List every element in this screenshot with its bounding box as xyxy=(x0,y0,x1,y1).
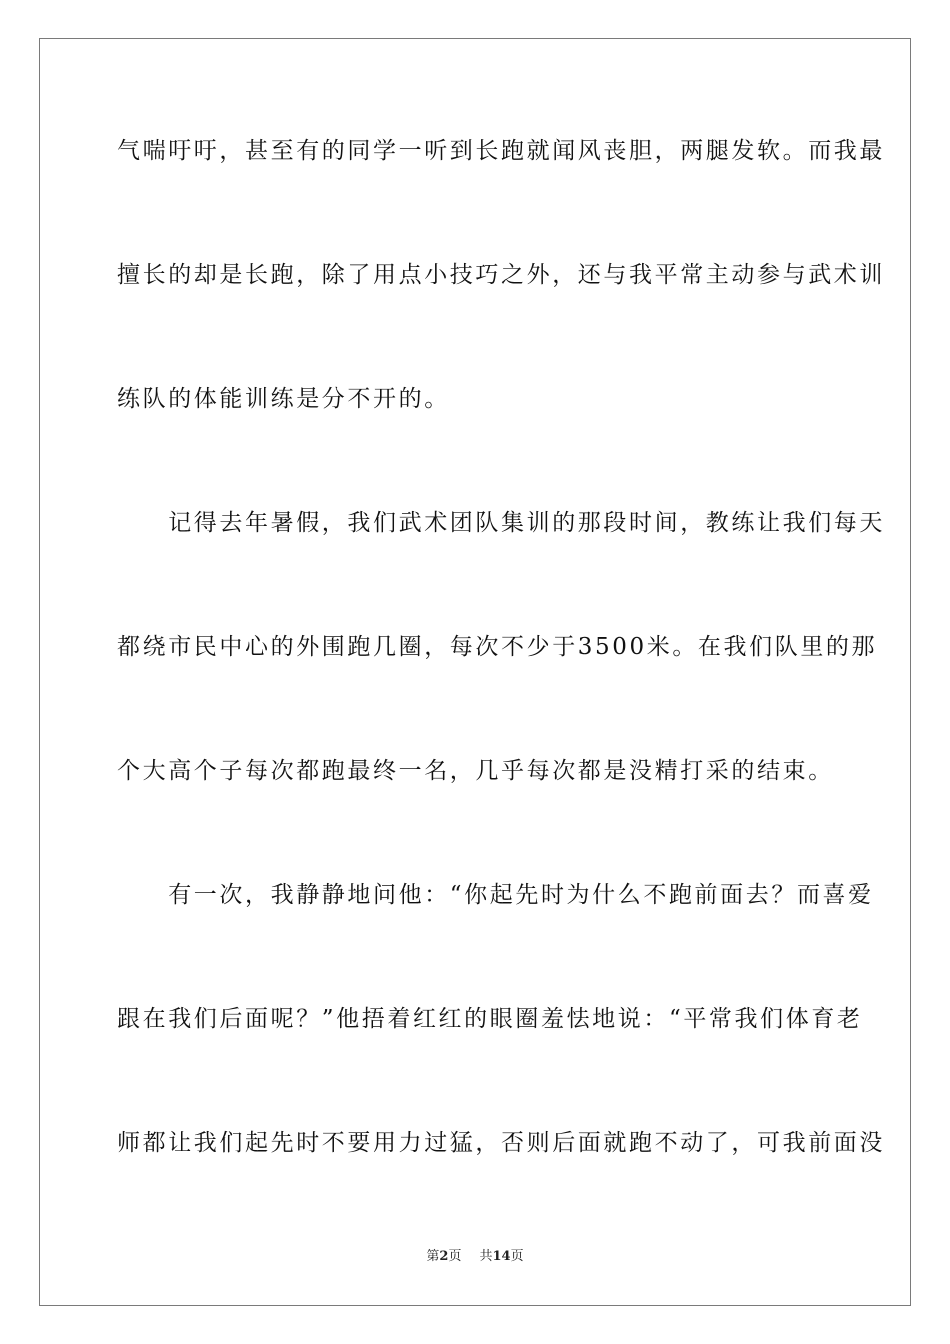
page-suffix: 页 xyxy=(448,1249,462,1264)
text-line: 擅长的却是长跑，除了用点小技巧之外，还与我平常主动参与武术训 xyxy=(117,262,885,288)
page-number: 2 xyxy=(439,1249,449,1264)
text-line: 练队的体能训练是分不开的。 xyxy=(117,386,450,412)
page-border xyxy=(39,38,911,1306)
text-line: 跟在我们后面呢？”他捂着红红的眼圈羞怯地说：“平常我们体育老 xyxy=(117,1006,863,1032)
text-line: 气喘吁吁，甚至有的同学一听到长跑就闻风丧胆，两腿发软。而我最 xyxy=(117,138,885,164)
page-footer xyxy=(0,1249,950,1265)
text-line: 个大高个子每次都跑最终一名，几乎每次都是没精打采的结束。 xyxy=(117,758,834,784)
text-line: 师都让我们起先时不要用力过猛，否则后面就跑不动了，可我前面没 xyxy=(117,1130,885,1156)
total-pages: 14 xyxy=(492,1249,511,1264)
total-prefix: 共 xyxy=(479,1249,493,1264)
text-line: 都绕市民中心的外围跑几圈，每次不少于3500米。在我们队里的那 xyxy=(117,634,878,660)
text-line: 记得去年暑假，我们武术团队集训的那段时间，教练让我们每天 xyxy=(117,510,885,536)
text-line: 有一次，我静静地问他：“你起先时为什么不跑前面去？而喜爱 xyxy=(117,882,874,908)
total-suffix: 页 xyxy=(510,1249,524,1264)
page-prefix: 第 xyxy=(426,1249,440,1264)
